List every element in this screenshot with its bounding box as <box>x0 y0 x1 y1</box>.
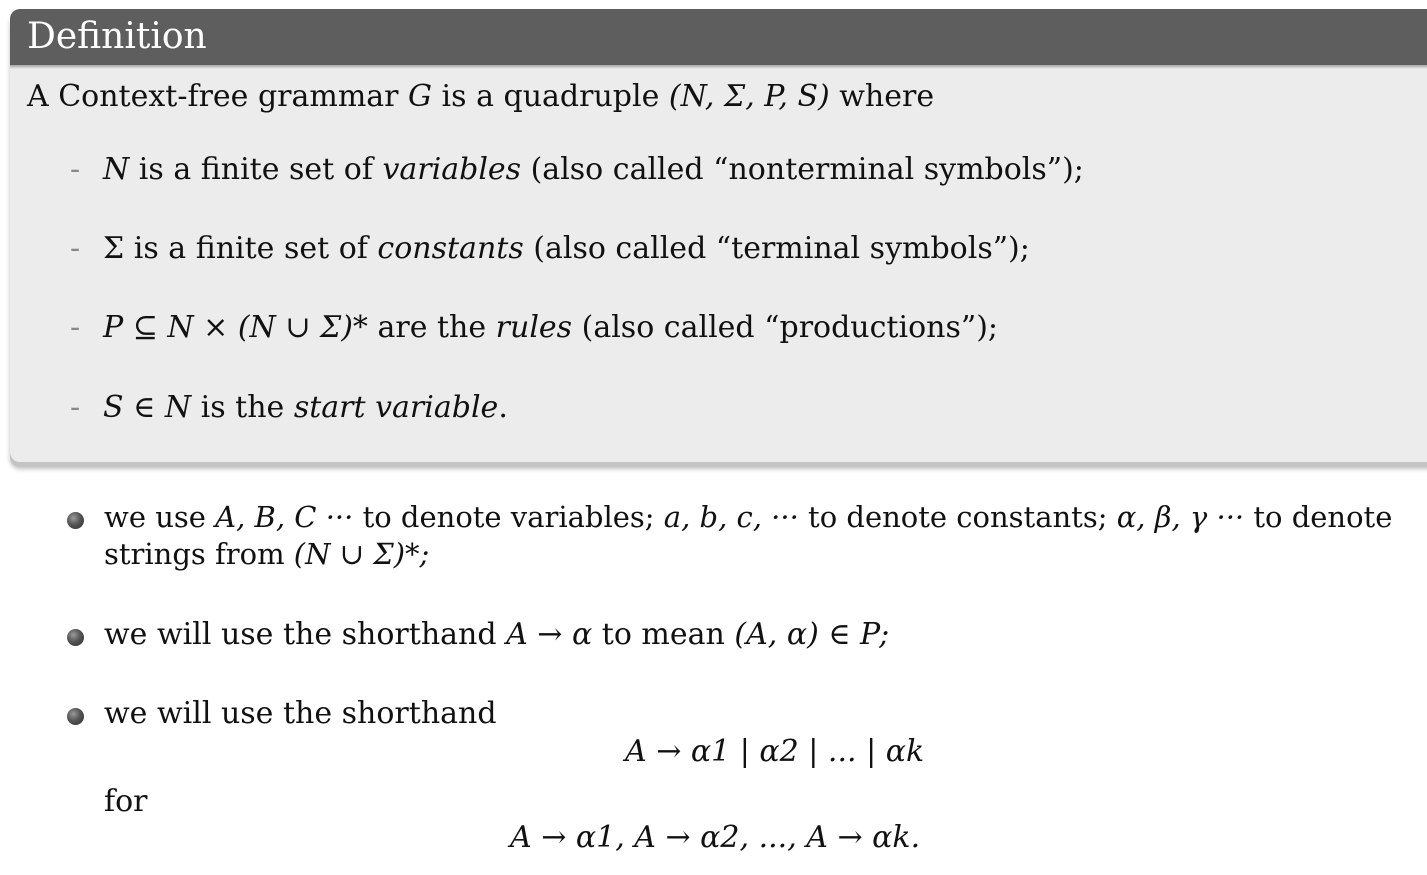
text: to denote constants; <box>798 500 1117 534</box>
text: to mean <box>592 617 735 652</box>
dash-marker: - <box>70 310 81 345</box>
item-symbol: Σ <box>103 231 125 266</box>
definition-block <box>10 9 1427 462</box>
definition-item-rules <box>70 310 998 345</box>
definition-item-variables <box>70 152 1084 187</box>
display-equation-alternatives: A → α1 | α2 | ... | αk <box>625 734 925 769</box>
math-strings: α, β, γ ··· <box>1116 500 1245 534</box>
math-membership: (A, α) ∈ P; <box>734 617 890 652</box>
intro-prefix: A Context-free grammar <box>27 79 409 114</box>
dash-marker: - <box>70 231 81 266</box>
bullet-icon <box>67 512 84 529</box>
definition-header: Definition <box>10 9 1427 65</box>
item-post: (also called “productions”); <box>572 310 999 345</box>
dash-marker: - <box>70 390 81 425</box>
text: we will use the shorthand <box>104 617 507 652</box>
item-post: (also called “nonterminal symbols”); <box>521 152 1084 187</box>
item-post: (also called “terminal symbols”); <box>523 231 1030 266</box>
intro-middle: is a quadruple <box>432 79 669 114</box>
math-variables: A, B, C ··· <box>215 500 354 534</box>
for-label: for <box>104 784 148 819</box>
item-post: . <box>498 390 508 425</box>
text: we will use the shorthand <box>104 696 497 731</box>
grammar-symbol: G <box>408 79 433 114</box>
header-shadow <box>10 65 1427 69</box>
bullet-notation-line2 <box>104 537 429 571</box>
definition-item-start <box>70 390 508 425</box>
bullet-shorthand-alternatives <box>104 696 497 731</box>
item-pre: is the <box>191 390 294 425</box>
display-equation-expanded: A → α1, A → α2, ..., A → αk. <box>510 820 921 855</box>
item-symbol: N <box>103 152 130 187</box>
bullet-shorthand-rule <box>104 617 889 652</box>
bullet-icon <box>67 708 84 725</box>
text: strings from <box>104 537 294 571</box>
text: to denote variables; <box>353 500 664 534</box>
item-symbol: P ⊆ N × (N ∪ Σ)* <box>103 310 368 345</box>
item-emphasis: start variable <box>293 390 499 425</box>
item-emphasis: constants <box>377 231 524 266</box>
item-pre: is a finite set of <box>124 231 378 266</box>
quadruple-tuple: (N, Σ, P, S) <box>668 79 830 114</box>
definition-item-constants <box>70 231 1030 266</box>
item-symbol: S ∈ N <box>103 390 192 425</box>
item-pre: is a finite set of <box>129 152 383 187</box>
math-rule: A → α <box>506 617 593 652</box>
intro-suffix: where <box>829 79 935 114</box>
definition-intro <box>27 79 934 114</box>
item-emphasis: variables <box>382 152 522 187</box>
item-pre: are the <box>367 310 496 345</box>
item-emphasis: rules <box>495 310 573 345</box>
bullet-icon <box>67 629 84 646</box>
math-kleene: (N ∪ Σ)*; <box>293 537 430 571</box>
text: we use <box>104 500 216 534</box>
dash-marker: - <box>70 152 81 187</box>
bullet-notation-line1 <box>104 500 1392 534</box>
math-constants: a, b, c, ··· <box>663 500 799 534</box>
text: to denote <box>1244 500 1393 534</box>
